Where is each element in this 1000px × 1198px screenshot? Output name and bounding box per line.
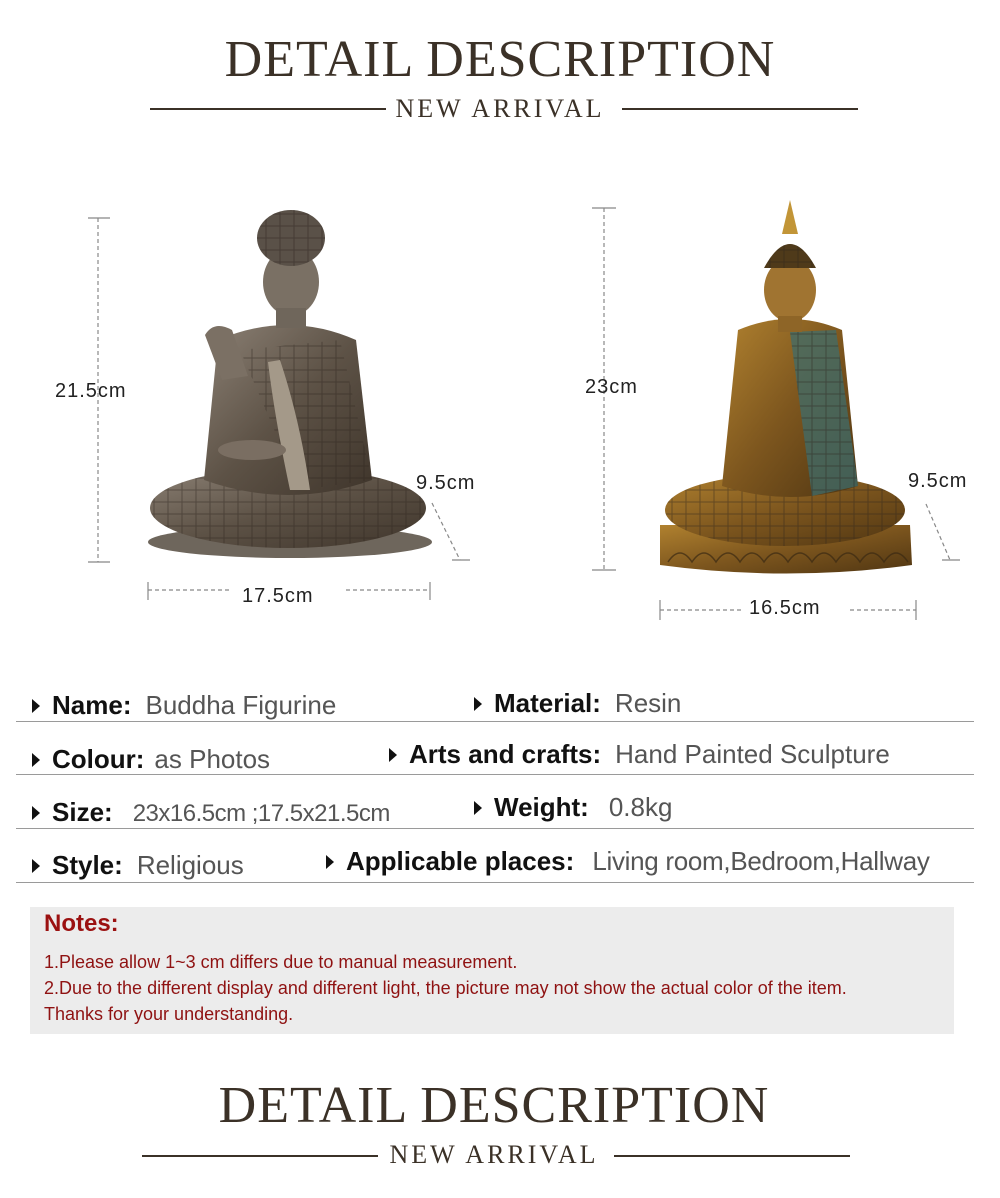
spec-colour: Colour: as Photos: [32, 744, 270, 775]
figure-1-width-label: 17.5cm: [242, 585, 314, 607]
row-divider: [16, 828, 974, 829]
bullet-triangle-icon: [326, 855, 334, 869]
bullet-triangle-icon: [32, 753, 40, 767]
spec-name: Name: Buddha Figurine: [32, 690, 336, 721]
figure-2-depth-label: 9.5cm: [908, 470, 968, 492]
title-divider-right: [622, 108, 858, 110]
page-subtitle: NEW ARRIVAL: [395, 94, 605, 123]
row-divider: [16, 882, 974, 883]
footer-title: DETAIL DESCRIPTION: [218, 1077, 770, 1134]
bullet-triangle-icon: [389, 748, 397, 762]
bullet-triangle-icon: [32, 859, 40, 873]
spec-arts-and-crafts: Arts and crafts: Hand Painted Sculpture: [389, 739, 890, 770]
figure-1-height-label: 21.5cm: [55, 380, 127, 402]
spec-style: Style: Religious: [32, 850, 244, 881]
spec-weight: Weight: 0.8kg: [474, 792, 672, 823]
bullet-triangle-icon: [32, 806, 40, 820]
bullet-triangle-icon: [474, 697, 482, 711]
product-figures: [0, 190, 1000, 630]
spec-material: Material: Resin: [474, 688, 681, 719]
spec-applicable-places: Applicable places: Living room,Bedroom,Hallway: [326, 846, 930, 877]
note-line: 2.Due to the different display and different light, the picture may not show the actual color of the item.: [44, 978, 847, 998]
row-divider: [16, 721, 974, 722]
buddha-figure-2: [660, 200, 912, 574]
buddha-figure-1: [148, 210, 432, 558]
footer-subtitle: NEW ARRIVAL: [389, 1140, 599, 1169]
page-title: DETAIL DESCRIPTION: [224, 31, 776, 88]
figure-1-depth-label: 9.5cm: [416, 472, 476, 494]
figure-2-height-label: 23cm: [585, 376, 638, 398]
bullet-triangle-icon: [474, 801, 482, 815]
figure-2-width-label: 16.5cm: [749, 597, 821, 619]
notes-title: Notes:: [44, 910, 119, 937]
note-line: Thanks for your understanding.: [44, 1004, 294, 1024]
spec-size: Size: 23x16.5cm ;17.5x21.5cm: [32, 797, 390, 828]
bullet-triangle-icon: [32, 699, 40, 713]
note-line: 1.Please allow 1~3 cm differs due to manual measurement.: [44, 952, 518, 972]
row-divider: [16, 774, 974, 775]
footer-divider-right: [614, 1155, 850, 1157]
